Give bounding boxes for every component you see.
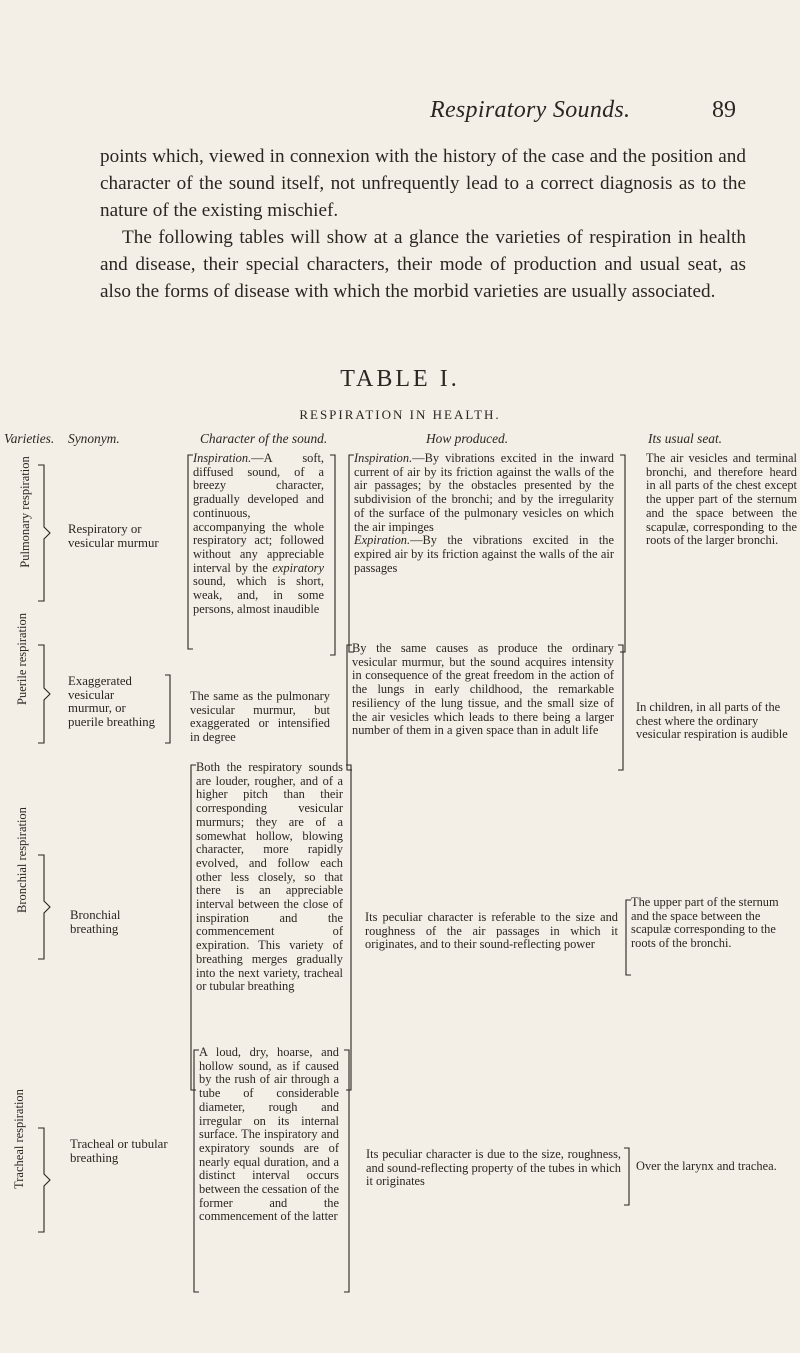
intro-text — [100, 143, 746, 305]
brace-puerile-variety — [38, 645, 50, 743]
synonym-puerile: Exaggerated vesicular murmur, or puerile breathing — [68, 674, 156, 729]
seat-bronchial: The upper part of the sternum and the space between the scapulæ corresponding to the roots of the bronchi. — [631, 895, 779, 951]
brace-pulmonary-variety — [38, 465, 50, 601]
production-tracheal: Its peculiar character is due to the size, roughness, and sound-reflecting property of the tubes in which it originates — [366, 1147, 621, 1189]
column-header-seat: Its usual seat. — [648, 431, 723, 446]
brace-tracheal-variety — [38, 1128, 50, 1232]
intro-paragraph-1: points which, viewed in connexion with the history of the case and the position and character of the sound itself, not unfrequently lead to a correct diagnosis as to the nature of the existing mischief. — [100, 146, 746, 221]
character-bronchial: Both the respiratory sounds are louder, rougher, and of a higher pitch than their corresponding vesicular murmurs; they are of a somewhat hollow, blowing character, more rapidly evolved, and follow each other less closely, so that there is an appreciable interval between the close of inspiration and the commencement of expiration. This variety of breathing merges gradually into the next variety, tracheal or tubular breathing — [196, 760, 343, 994]
brace-bronchial-variety — [38, 855, 50, 959]
column-header-character: Character of the sound. — [200, 431, 328, 446]
synonym-pulmonary: Respiratory or vesicular murmur — [68, 522, 159, 550]
seat-pulmonary: The air vesicles and terminal bronchi, and therefore heard in all parts of the chest except the upper part of the sternum and the space between the scapulæ, corresponding to the roots of the larger bronchi. — [646, 451, 797, 548]
production-pulmonary: Inspiration.—By vibrations excited in the inward current of air by its friction against the walls of the air passages; by the obstacles presented by the subdivision of the bronchi; and by the irregularity of the surface of the pulmonary vesicles on which the air impinges Expiration.—By the vibrations excited in the expired air by its friction against the walls of the air passages — [354, 451, 614, 575]
brace-bronchial-character-right — [346, 765, 351, 1090]
seat-puerile: In children, in all parts of the chest where the ordinary vesicular respiration is audible — [636, 700, 788, 742]
production-bronchial: Its peculiar character is referable to the size and roughness of the air passages in which it originates, and to their sound-reflecting power — [365, 910, 618, 952]
variety-tracheal: Tracheal respiration — [12, 1089, 26, 1189]
brace-tracheal-character-right — [344, 1050, 349, 1292]
synonym-tracheal: Tracheal or tubular breathing — [70, 1137, 168, 1165]
character-pulmonary: Inspiration.—A soft, diffused sound, of a breezy character, gradually developed and continuous, accompanying the whole respiratory act; followed without any appreciable interval by the expiratory sound, which is short, weak, and, in some persons, almost inaudible — [193, 451, 324, 616]
synonym-bronchial: Bronchial breathing — [70, 908, 121, 936]
variety-pulmonary: Pulmonary respiration — [18, 456, 32, 568]
brace-tracheal-production-right — [624, 1148, 629, 1205]
column-header-production: How produced. — [426, 431, 509, 446]
column-header-varieties: Varieties. — [4, 431, 55, 446]
variety-puerile: Puerile respiration — [15, 613, 29, 705]
page-number: 89 — [712, 97, 736, 123]
seat-tracheal: Over the larynx and trachea. — [636, 1159, 777, 1173]
character-puerile: The same as the pulmonary vesicular murmur, but exaggerated or intensified in degree — [190, 689, 330, 745]
table-title: TABLE I. — [340, 366, 460, 392]
brace-pulmonary-production-right — [620, 455, 625, 652]
variety-bronchial: Bronchial respiration — [15, 807, 29, 913]
column-header-synonym: Synonym. — [68, 431, 120, 446]
brace-puerile-production-right — [618, 645, 623, 770]
header-title: Respiratory Sounds. — [430, 97, 631, 123]
character-pulmonary-lead: Inspiration. — [193, 451, 252, 465]
table-subtitle: RESPIRATION IN HEALTH. — [299, 407, 501, 422]
production-puerile: By the same causes as produce the ordinary vesicular murmur, but the sound acquires intensity in consequence of the great freedom in the action of the lungs in early childhood, the remarkable resiliency of the lung tissue, and the small size of the air vesicles which leads to there being a larger number of them in a given space than in adult life — [352, 641, 614, 738]
brace-pulmonary-character-right — [330, 455, 335, 655]
brace-puerile-synonym-right — [165, 675, 170, 743]
intro-paragraph-2: The following tables will show at a glance the varieties of respiration in health and disease, their special characters, their mode of production and usual seat, as also the forms of disease with which the morbid varieties are usually associated. — [100, 227, 746, 302]
character-tracheal: A loud, dry, hoarse, and hollow sound, as if caused by the rush of air through a tube of considerable diameter, rough and irregular on its internal surface. The inspiratory and expiratory sounds are of nearly equal duration, and a distinct interval occurs between the cessation of the former and the commencement of the latter — [199, 1045, 339, 1224]
